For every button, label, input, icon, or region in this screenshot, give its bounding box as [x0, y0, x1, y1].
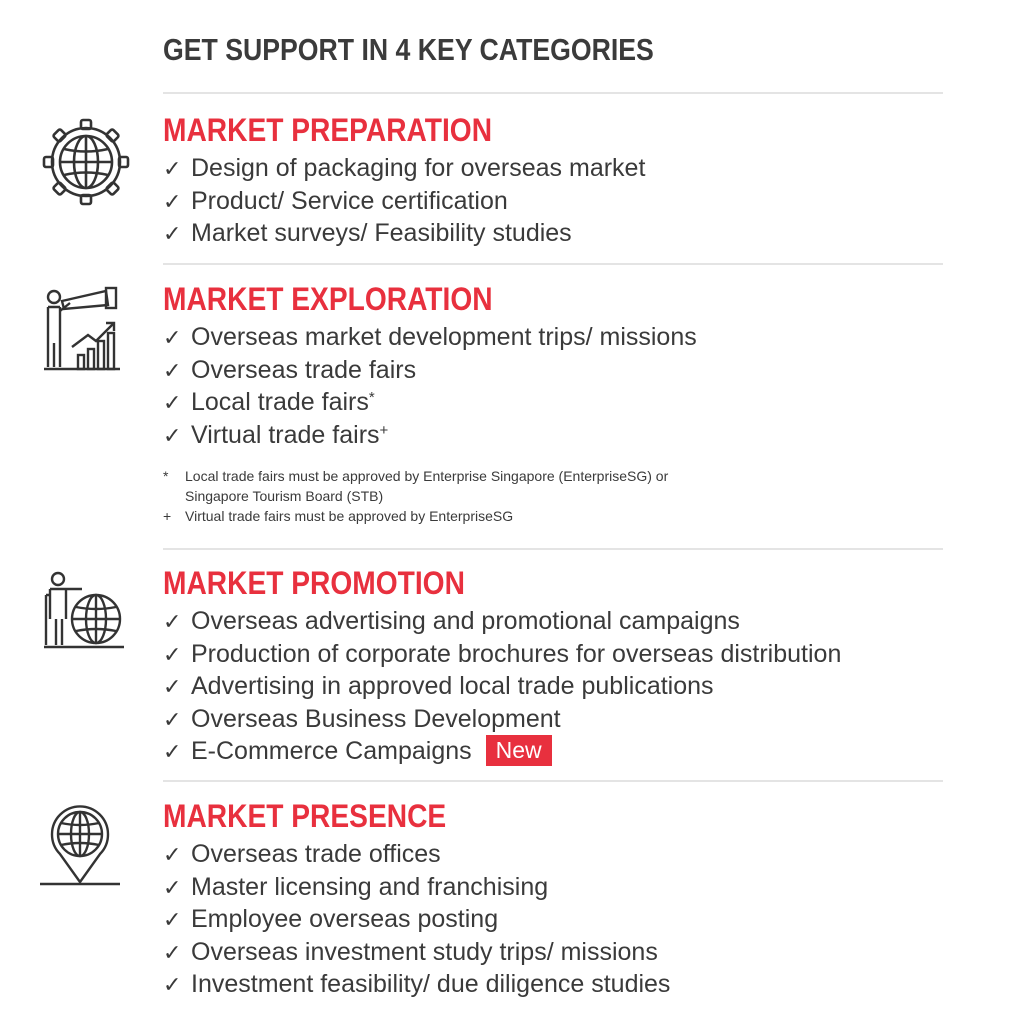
list-item: ✓ Market surveys/ Feasibility studies [163, 217, 645, 250]
section-title: MARKET PRESENCE [163, 798, 447, 834]
list-item: ✓ Virtual trade fairs+ [163, 419, 697, 452]
list-item: ✓ Employee overseas posting [163, 903, 670, 936]
check-icon: ✓ [163, 674, 182, 699]
footnote: * Local trade fairs must be approved by Enterprise Singapore (EnterpriseSG) or Singapore Tourism Board (STB) [163, 468, 669, 504]
check-icon: ✓ [163, 422, 182, 448]
list-item: ✓ Design of packaging for overseas market [163, 152, 645, 185]
list-item: ✓ Local trade fairs* [163, 386, 697, 419]
check-icon: ✓ [163, 907, 182, 932]
check-icon: ✓ [163, 156, 182, 181]
check-icon: ✓ [163, 325, 182, 350]
section-title: MARKET EXPLORATION [163, 281, 493, 317]
page-title: GET SUPPORT IN 4 KEY CATEGORIES [163, 32, 654, 67]
divider [163, 92, 943, 94]
check-icon: ✓ [163, 939, 182, 965]
footnotes [163, 466, 668, 526]
divider [163, 780, 943, 782]
check-icon: ✓ [163, 609, 182, 634]
item-list [163, 838, 670, 1001]
section-title: MARKET PREPARATION [163, 112, 493, 148]
check-icon: ✓ [163, 842, 182, 867]
globe-map-pin-icon [38, 802, 122, 892]
item-list [163, 321, 697, 451]
list-item: ✓ Overseas trade fairs [163, 354, 697, 387]
check-icon: ✓ [163, 874, 182, 900]
footnote-mark: + [379, 421, 389, 439]
list-item: ✓ Advertising in approved local trade publications [163, 670, 841, 703]
list-item: ✓ Overseas trade offices [163, 838, 670, 871]
list-item: ✓ Overseas investment study trips/ missions [163, 936, 670, 969]
check-icon: ✓ [163, 188, 182, 214]
presenter-globe-icon [42, 569, 126, 653]
check-icon: ✓ [163, 739, 182, 764]
list-item: ✓ Product/ Service certification [163, 185, 645, 218]
telescope-growth-chart-icon [40, 285, 126, 377]
check-icon: ✓ [163, 706, 182, 732]
item-list [163, 152, 645, 250]
item-list [163, 605, 841, 768]
divider [163, 263, 943, 265]
new-badge: New [486, 735, 552, 766]
divider [163, 548, 943, 550]
list-item: ✓ Overseas market development trips/ missions [163, 321, 697, 354]
footnote-mark: * [368, 389, 375, 406]
list-item: ✓ Master licensing and franchising [163, 871, 670, 904]
list-item: ✓ Production of corporate brochures for overseas distribution [163, 638, 841, 671]
check-icon: ✓ [163, 357, 182, 383]
check-icon: ✓ [163, 972, 182, 997]
list-item: ✓ Overseas Business Development [163, 703, 841, 736]
section-title: MARKET PROMOTION [163, 565, 465, 601]
footnote: + Virtual trade fairs must be approved by EnterpriseSG [163, 508, 514, 524]
list-item: ✓ Investment feasibility/ due diligence studies [163, 968, 670, 1001]
list-item: ✓ Overseas advertising and promotional campaigns [163, 605, 841, 638]
globe-gear-icon [42, 118, 130, 206]
check-icon: ✓ [163, 221, 182, 246]
list-item: ✓ E-Commerce Campaigns New [163, 735, 841, 768]
check-icon: ✓ [163, 641, 182, 667]
check-icon: ✓ [163, 390, 182, 415]
